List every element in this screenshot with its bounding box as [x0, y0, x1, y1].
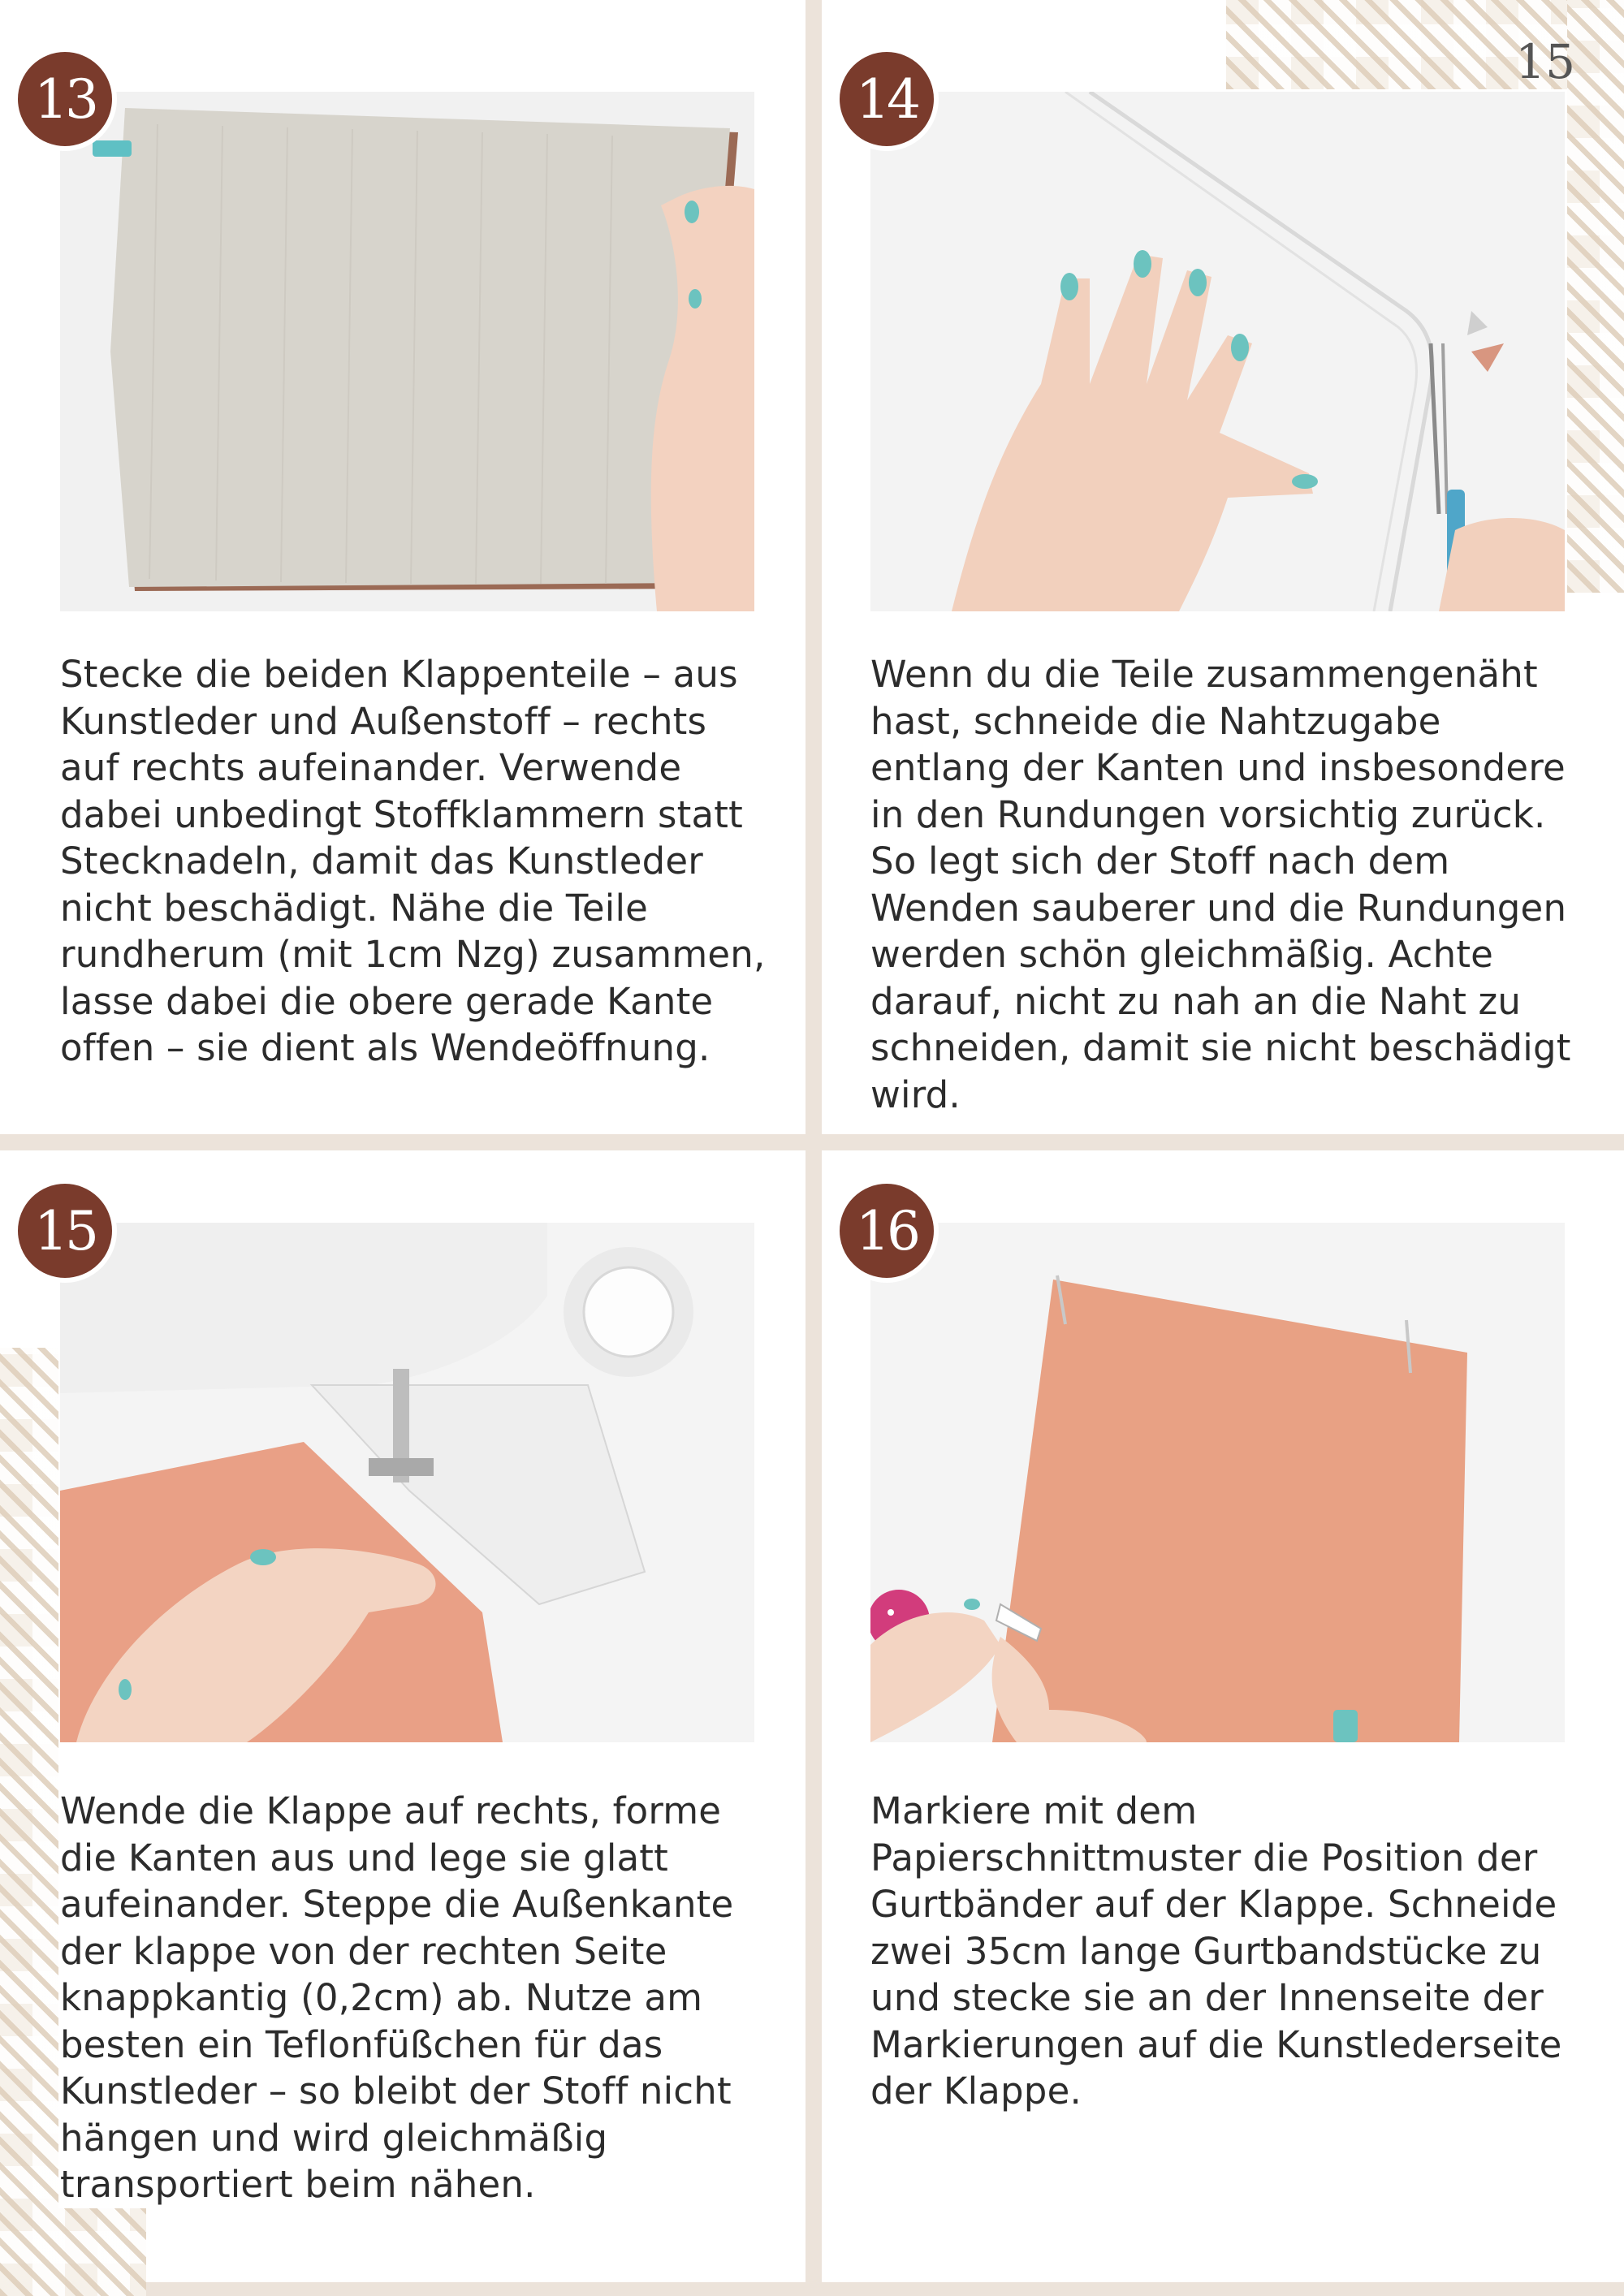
step-number-badge: 13	[13, 47, 117, 151]
step-13-photo	[60, 92, 754, 611]
page-number: 15	[1515, 34, 1575, 89]
plaid-strip-left	[0, 1348, 58, 2296]
step-16-photo	[870, 1223, 1565, 1742]
plaid-strip-right	[1567, 0, 1624, 593]
plaid-strip-bottom	[0, 2208, 146, 2296]
step-15-photo	[60, 1223, 754, 1742]
step-13-description: Stecke die beiden Klappenteile – aus Kunstleder und Außenstoff – rechts auf rechts aufeinander. Verwende dabei unbedingt Stoffklammern statt Stecknadeln, damit das Kunstleder nicht beschädigt. Nähe die Teile rundherum (mit 1cm Nzg) zusammen, lasse dabei die obere gerade Kante offen – sie dient als Wendeöffnung.	[60, 653, 766, 1069]
step-14-description: Wenn du die Teile zusammengenäht hast, schneide die Nahtzugabe entlang der Kanten und insbesondere in den Rundungen vorsichtig zurück. So legt sich der Stoff nach dem Wenden sauberer und die Rundungen werden schön gleichmäßig. Achte darauf, nicht zu nah an die Naht zu schneiden, damit sie nicht beschädigt wird.	[870, 653, 1571, 1116]
step-14-photo	[870, 92, 1565, 611]
step-15-description: Wende die Klappe auf rechts, forme die Kanten aus und lege sie glatt aufeinander. Steppe die Außenkante der klappe von der rechten Seite knappkantig (0,2cm) ab. Nutze am besten ein Teflonfüßchen für das Kunstleder – so bleibt der Stoff nicht hängen und wird gleichmäßig transportiert beim nähen.	[60, 1789, 734, 2206]
step-number-badge: 16	[835, 1179, 939, 1283]
step-number-badge: 15	[13, 1179, 117, 1283]
step-16-description: Markiere mit dem Papierschnittmuster die Position der Gurtbänder auf der Klappe. Schneide zwei 35cm lange Gurtbandstücke zu und stecke sie an der Innenseite der Markierungen auf die Kunstlederseite der Klappe.	[870, 1789, 1562, 2113]
step-number-badge: 14	[835, 47, 939, 151]
